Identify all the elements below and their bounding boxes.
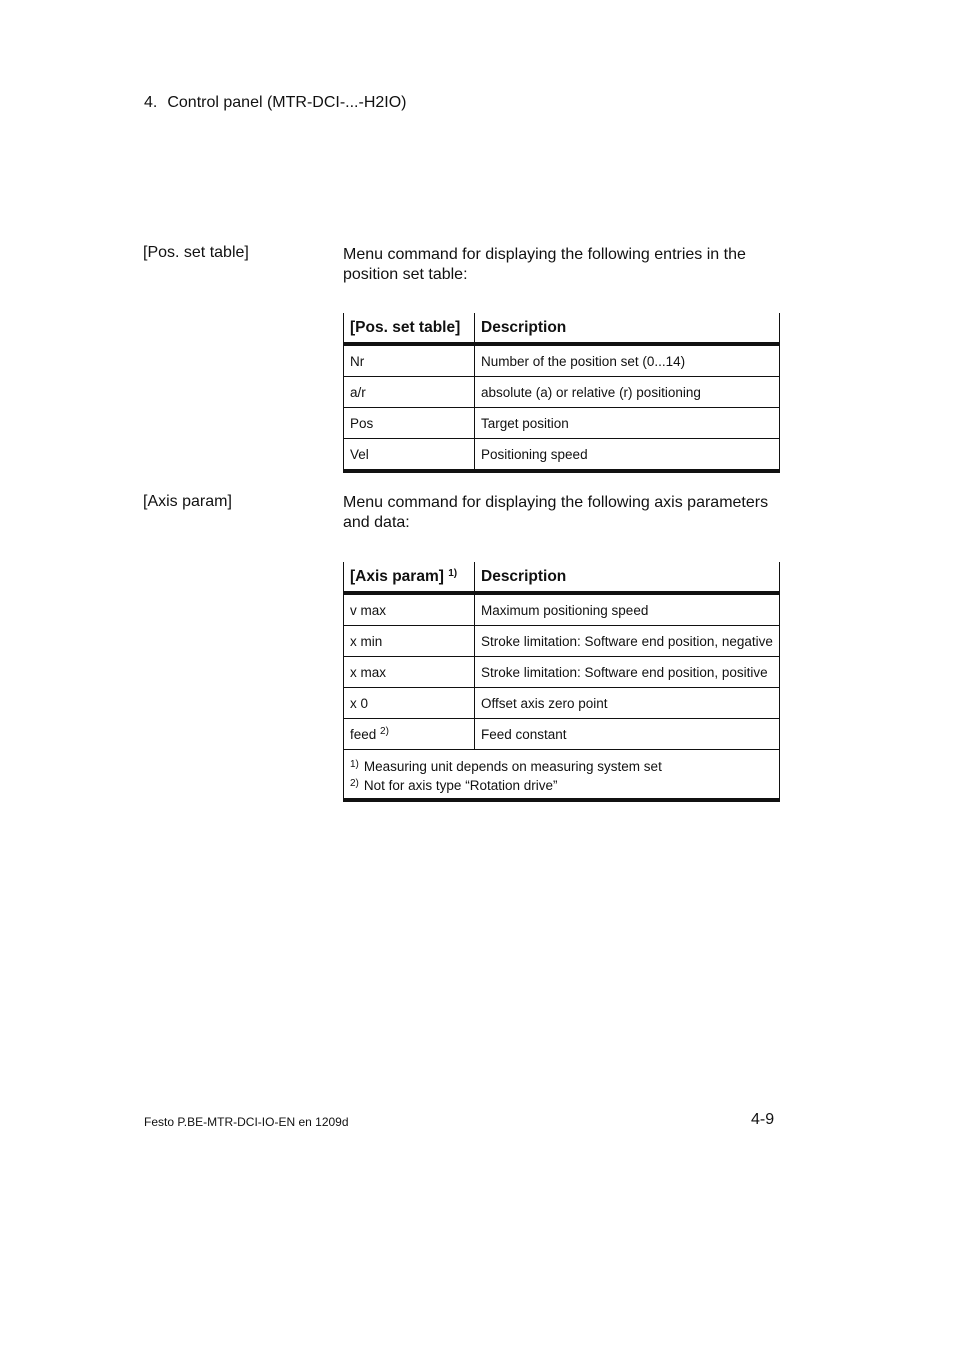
table-cell: Stroke limitation: Software end position, negative [475, 626, 780, 657]
chapter-heading [144, 94, 407, 112]
footnote [350, 756, 773, 775]
table-row [344, 626, 780, 657]
table-cell: Positioning speed [475, 439, 780, 472]
table-cell: absolute (a) or relative (r) positioning [475, 377, 780, 408]
table-cell: Nr [344, 344, 475, 377]
chapter-title: Control panel (MTR-DCI-...-H2IO) [167, 94, 407, 111]
table-cell: Vel [344, 439, 475, 472]
axis-param-table [343, 562, 780, 802]
footnote-mark: 2) [350, 778, 359, 789]
page-number: 4-9 [751, 1111, 775, 1128]
footnote-text: Not for axis type “Rotation drive” [363, 778, 558, 793]
table-cell: Pos [344, 408, 475, 439]
table-cell: Target position [475, 408, 780, 439]
table-cell: a/r [344, 377, 475, 408]
footer-document-id: Festo P.BE-MTR-DCI-IO-EN en 1209d [144, 1115, 349, 1129]
table-row [344, 657, 780, 688]
pos-set-table [343, 313, 780, 473]
table-row [344, 377, 780, 408]
table-row [344, 593, 780, 626]
table-cell: Offset axis zero point [475, 688, 780, 719]
chapter-number: 4. [144, 94, 158, 111]
table-cell: Feed constant [475, 719, 780, 750]
table-row [344, 719, 780, 750]
table-cell [344, 719, 475, 750]
column-header-text: [Axis param] [350, 567, 444, 585]
column-header: Description [475, 313, 780, 344]
footnote-text: Measuring unit depends on measuring system set [363, 759, 662, 774]
column-header [344, 562, 475, 593]
table-cell: Maximum positioning speed [475, 593, 780, 626]
table-cell: Stroke limitation: Software end position, positive [475, 657, 780, 688]
axis-param-label: [Axis param] [143, 493, 232, 510]
table-cell: x min [344, 626, 475, 657]
footnote [350, 775, 773, 794]
table-row [344, 439, 780, 472]
pos-set-table-label: [Pos. set table] [143, 244, 249, 261]
table-footnotes [344, 750, 780, 801]
column-header: [Pos. set table] [344, 313, 475, 344]
table-header-row [344, 562, 780, 593]
table-cell-text: feed [350, 727, 377, 742]
table-header-row [344, 313, 780, 344]
table-cell: x 0 [344, 688, 475, 719]
footnote-ref: 2) [380, 726, 389, 737]
table-row [344, 344, 780, 377]
table-cell: v max [344, 593, 475, 626]
table-footnotes-row [344, 750, 780, 801]
table-cell: x max [344, 657, 475, 688]
table-row [344, 408, 780, 439]
footnote-ref: 1) [448, 567, 458, 579]
axis-param-intro: Menu command for displaying the following axis parameters and data: [343, 494, 769, 531]
column-header: Description [475, 562, 780, 593]
pos-set-table-intro: Menu command for displaying the following entries in the position set table: [343, 246, 746, 283]
footnote-mark: 1) [350, 759, 359, 770]
table-cell: Number of the position set (0...14) [475, 344, 780, 377]
table-row [344, 688, 780, 719]
